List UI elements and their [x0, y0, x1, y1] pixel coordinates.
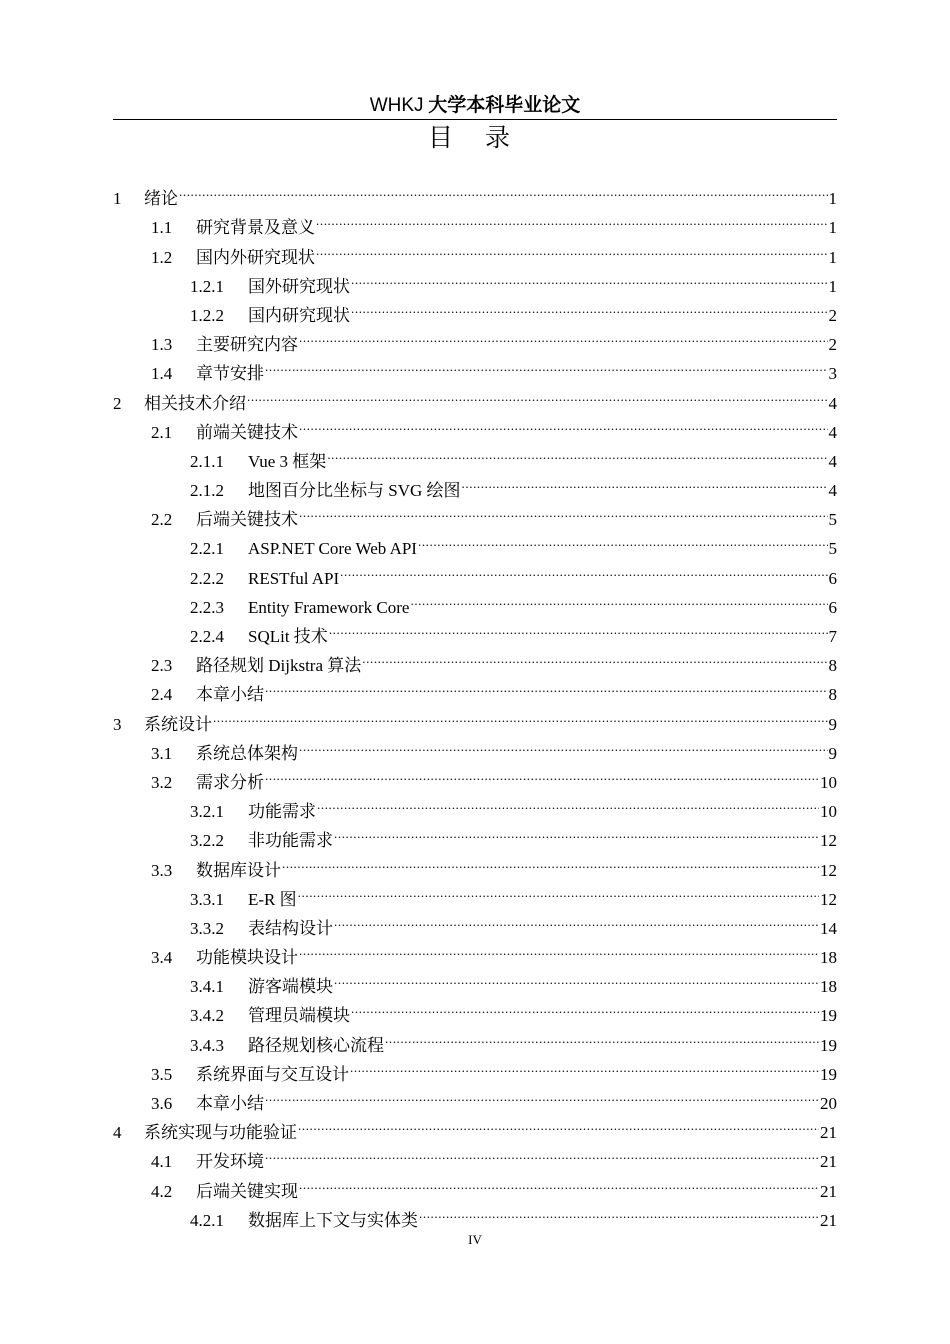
toc-entry-number: 1.1 — [151, 218, 173, 238]
toc-entry-title: 国外研究现状 — [248, 276, 350, 296]
toc-entry[interactable] — [113, 730, 837, 763]
toc-entry-page: 2 — [828, 305, 837, 325]
toc-entry[interactable] — [113, 175, 837, 209]
toc-title: 目 录 — [428, 123, 522, 152]
toc-dot-leader — [334, 905, 819, 934]
toc-entry-number: 3.4 — [151, 948, 173, 968]
toc-entry-number: 1.2.1 — [190, 276, 224, 296]
toc-entry-page: 1 — [828, 218, 837, 238]
page-number: IV — [468, 1232, 482, 1247]
toc-dot-leader — [265, 350, 828, 379]
toc-entry-page: 8 — [828, 685, 837, 705]
toc-dot-leader — [334, 963, 819, 992]
toc-dot-leader — [351, 992, 819, 1021]
toc-entry-number: 2.2.3 — [190, 597, 224, 617]
toc-entry-page: 5 — [828, 510, 837, 530]
toc-entry-page: 21 — [820, 1210, 837, 1230]
toc-dot-leader — [299, 1167, 819, 1196]
toc-entry-page: 6 — [828, 597, 837, 617]
toc-dot-leader — [351, 292, 828, 321]
toc-entry-number: 3.6 — [151, 1094, 173, 1113]
toc-entry-title: 地图百分比坐标与 SVG 绘图 — [248, 481, 461, 501]
toc-entry-title: 需求分析 — [196, 772, 264, 792]
toc-entry-page: 9 — [828, 743, 837, 763]
toc-dot-leader — [385, 1021, 819, 1050]
toc-entry-title: 本章小结 — [196, 685, 264, 705]
toc-entry-page: 7 — [828, 627, 837, 646]
toc-entry-page: 12 — [820, 889, 837, 909]
toc-entry-title: 路径规划 Dijkstra 算法 — [196, 656, 362, 676]
toc-entry-title: ASP.NET Core Web API — [248, 539, 417, 559]
toc-entry-number: 3.4.1 — [190, 977, 224, 997]
toc-entry-title: 本章小结 — [196, 1094, 264, 1113]
toc-entry-page: 21 — [820, 1181, 837, 1201]
toc-entry-page: 1 — [828, 276, 837, 296]
toc-dot-leader — [340, 554, 827, 583]
toc-entry-number: 4.2.1 — [190, 1210, 224, 1230]
toc-entry-title: SQLit 技术 — [248, 627, 328, 646]
toc-entry-page: 10 — [820, 772, 837, 792]
toc-dot-leader — [299, 496, 828, 525]
toc-dot-leader — [265, 759, 819, 788]
toc-dot-leader — [298, 876, 819, 905]
header-title-text: 大学本科毕业论文 — [428, 95, 581, 116]
toc-entry-number: 4.2 — [151, 1181, 173, 1201]
toc-entry-page: 2 — [828, 335, 837, 355]
toc-dot-leader — [299, 321, 828, 350]
toc-dot-leader — [282, 846, 819, 875]
toc-dot-leader — [351, 263, 828, 292]
toc-entry-page: 21 — [820, 1152, 837, 1172]
toc-entry-title: 国内研究现状 — [248, 305, 350, 325]
toc-entry-page: 8 — [828, 656, 837, 676]
toc-dot-leader — [317, 788, 819, 817]
toc-entry-page: 18 — [820, 948, 837, 968]
toc-entry-page: 1 — [828, 189, 837, 209]
toc-entry-page: 10 — [820, 802, 837, 822]
toc-entry[interactable] — [113, 204, 837, 238]
toc-entry-title: 研究背景及意义 — [196, 218, 315, 238]
toc-entry-title: 国内外研究现状 — [196, 247, 315, 267]
toc-dot-leader — [299, 934, 819, 963]
toc-dot-leader — [329, 613, 828, 642]
running-header — [113, 94, 837, 118]
toc-entry-number: 1.4 — [151, 364, 173, 384]
toc-dot-leader — [462, 467, 828, 496]
toc-entry-title: 表结构设计 — [248, 918, 333, 938]
toc-entry-title: 后端关键实现 — [196, 1181, 298, 1201]
toc-entry-number: 1.2 — [151, 247, 173, 267]
toc-entry-title: 绪论 — [144, 189, 178, 209]
toc-entry-title: 功能需求 — [248, 802, 316, 822]
toc-entry-number: 1 — [113, 189, 122, 209]
toc-dot-leader — [316, 204, 828, 233]
toc-entry-title: E-R 图 — [248, 889, 297, 909]
toc-entry-title: 章节安排 — [196, 364, 264, 384]
toc-entry-page: 18 — [820, 977, 837, 997]
toc-dot-leader — [265, 1080, 819, 1109]
toc-entry-page: 3 — [828, 364, 837, 384]
toc-entry-number: 2.2 — [151, 510, 173, 530]
toc-entry-title: 功能模块设计 — [196, 948, 298, 968]
toc-entry-number: 3.2 — [151, 772, 173, 792]
toc-entry-page: 1 — [828, 247, 837, 267]
toc-entry-page: 12 — [820, 860, 837, 880]
toc-entry-title: 前端关键技术 — [196, 422, 298, 442]
toc-entry-number: 3.5 — [151, 1064, 173, 1084]
toc-entry[interactable] — [113, 700, 837, 734]
toc-dot-leader — [247, 379, 828, 408]
toc-entry-page: 20 — [820, 1094, 837, 1113]
toc-entry-title: 主要研究内容 — [196, 335, 298, 355]
toc-dot-leader — [179, 175, 828, 204]
toc-entry-page: 19 — [820, 1035, 837, 1055]
toc-entry-number: 3.3 — [151, 860, 173, 880]
toc-entry-title: RESTful API — [248, 568, 340, 588]
toc-dot-leader — [265, 1138, 819, 1167]
toc-dot-leader — [410, 584, 827, 613]
toc-entry-number: 1.3 — [151, 335, 173, 355]
toc-dot-leader — [327, 438, 827, 467]
toc-entry-title: 数据库设计 — [196, 860, 281, 880]
toc-entry-title: 相关技术介绍 — [144, 393, 246, 413]
toc-dot-leader — [299, 409, 828, 438]
toc-entry-number: 3.2.1 — [190, 802, 224, 822]
toc-entry-number: 2.1.1 — [190, 451, 224, 471]
toc-entry-number: 4 — [113, 1123, 122, 1143]
toc-entry-number: 2.2.4 — [190, 627, 224, 646]
toc-entry-number: 3.4.2 — [190, 1006, 224, 1026]
toc-entry-page: 4 — [828, 451, 837, 471]
table-of-contents — [113, 175, 837, 1230]
toc-entry-page: 19 — [820, 1006, 837, 1026]
toc-entry-page: 19 — [820, 1064, 837, 1084]
toc-entry-title: 系统实现与功能验证 — [144, 1123, 297, 1143]
toc-entry-title: 路径规划核心流程 — [248, 1035, 384, 1055]
toc-entry-number: 2.1.2 — [190, 481, 224, 501]
toc-entry-page: 6 — [828, 568, 837, 588]
toc-entry-page: 14 — [820, 918, 837, 938]
header-rule — [113, 119, 837, 120]
toc-entry-title: Entity Framework Core — [248, 597, 410, 617]
toc-entry-page: 5 — [828, 539, 837, 559]
toc-entry-number: 1.2.2 — [190, 305, 224, 325]
toc-dot-leader — [298, 1109, 819, 1138]
toc-entry-page: 4 — [828, 393, 837, 413]
toc-entry-title: 系统设计 — [144, 714, 212, 734]
toc-dot-leader — [299, 730, 828, 759]
toc-entry-title: 非功能需求 — [248, 831, 333, 851]
toc-dot-leader — [418, 525, 828, 554]
toc-entry-title: 系统界面与交互设计 — [196, 1064, 349, 1084]
toc-entry-page: 9 — [828, 714, 837, 734]
toc-entry-page: 12 — [820, 831, 837, 851]
toc-entry-title: 后端关键技术 — [196, 510, 298, 530]
toc-entry-number: 4.1 — [151, 1152, 173, 1172]
toc-entry-title: 管理员端模块 — [248, 1006, 350, 1026]
toc-entry-number: 2.3 — [151, 656, 173, 676]
toc-entry-number: 2.2.2 — [190, 568, 224, 588]
toc-entry-number: 3 — [113, 714, 122, 734]
toc-dot-leader — [419, 1197, 819, 1226]
toc-entry-number: 3.2.2 — [190, 831, 224, 851]
toc-dot-leader — [350, 1051, 819, 1080]
toc-entry-title: Vue 3 框架 — [248, 451, 327, 471]
toc-entry-number: 2.4 — [151, 685, 173, 705]
toc-entry-number: 3.3.1 — [190, 889, 224, 909]
header-latin: WHKJ — [369, 95, 424, 116]
toc-entry-number: 3.4.3 — [190, 1035, 224, 1055]
toc-entry-page: 21 — [820, 1123, 837, 1143]
toc-entry-number: 3.1 — [151, 743, 173, 763]
toc-entry-page: 4 — [828, 422, 837, 442]
toc-entry-page: 4 — [828, 481, 837, 501]
toc-dot-leader — [334, 817, 819, 846]
toc-entry-title: 开发环境 — [196, 1152, 264, 1172]
toc-entry-title: 游客端模块 — [248, 977, 333, 997]
toc-dot-leader — [362, 642, 827, 671]
toc-entry-number: 2.1 — [151, 422, 173, 442]
toc-entry-title: 数据库上下文与实体类 — [248, 1210, 418, 1230]
toc-entry-number: 2 — [113, 393, 122, 413]
toc-dot-leader — [265, 671, 828, 700]
toc-dot-leader — [316, 233, 828, 262]
toc-dot-leader — [213, 700, 828, 729]
toc-entry-number: 3.3.2 — [190, 918, 224, 938]
toc-entry-number: 2.2.1 — [190, 539, 224, 559]
toc-entry-title: 系统总体架构 — [196, 743, 298, 763]
